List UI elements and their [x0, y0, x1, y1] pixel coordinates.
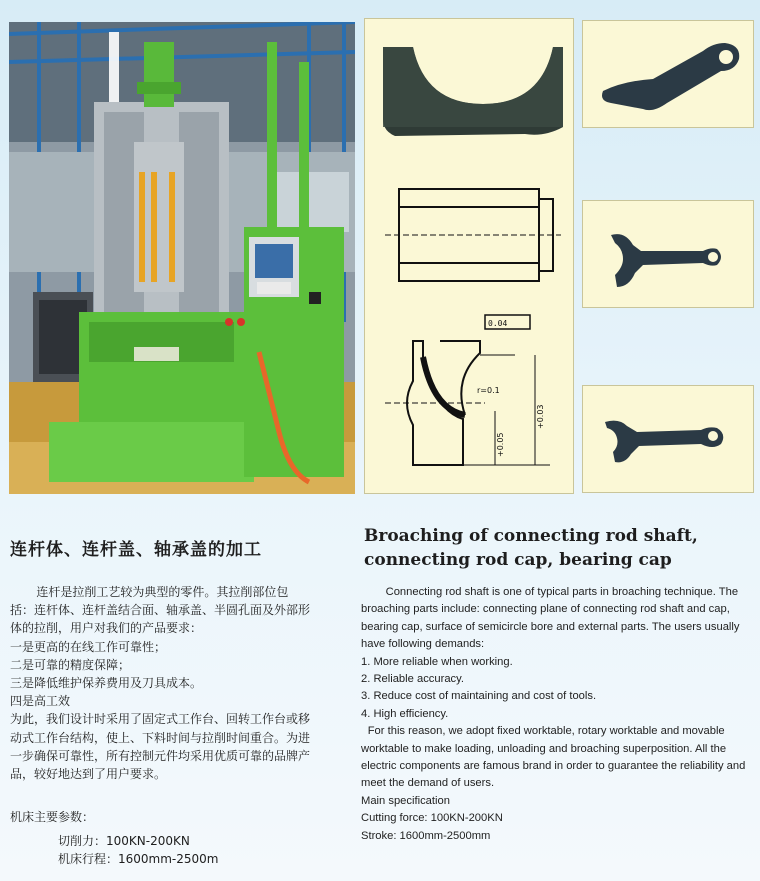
technical-drawing-panel	[364, 18, 574, 494]
flatness-tolerance-label: 0.04	[488, 319, 508, 328]
broaching-machine-illustration	[9, 22, 355, 494]
en-demand-item: 4. High efficiency.	[361, 707, 449, 720]
en-spec-item: Stroke: 1600mm-2500mm	[361, 829, 491, 842]
bearing-cap-drawings	[365, 19, 573, 493]
en-solution-paragraph: For this reason, we adopt fixed worktable, rotary worktable and movable worktable to make loading, unloading and broaching superposition. All the electric components are famous brand in order to guarantee the reliability and meet the demand of users.	[361, 725, 746, 790]
cross-section-drawing	[385, 315, 550, 465]
en-demand-item: 1. More reliable when working.	[361, 655, 513, 668]
cn-section-title: 连杆体、连杆盖、轴承盖的加工	[10, 540, 262, 560]
machine-photo	[9, 22, 355, 494]
en-intro-paragraph: Connecting rod shaft is one of typical parts in broaching technique. The broaching parts include: connecting plane of connecting rod shaft and cap, bearing cap, surface of semicircle bore and external parts. The users usually have following demands:	[361, 586, 740, 651]
en-demand-item: 3. Reduce cost of maintaining and cost of tools.	[361, 690, 597, 703]
en-spec-item: Cutting force: 100KN-200KN	[361, 812, 503, 825]
en-section-title	[364, 524, 754, 572]
cn-paragraph: 为此，我们设计时采用了固定式工作台、回转工作台或移动式工作台结构，使上、下料时间与拉削时间重合。为进一步确保可靠性，所有控制元件均采用优质可靠的品牌产品，较好地达到了用户要求。	[10, 712, 311, 782]
en-description	[361, 584, 753, 845]
en-demand-item: 2. Reliable accuracy.	[361, 673, 465, 686]
cn-specification	[10, 808, 310, 868]
cn-paragraph: 连杆是拉削工艺较为典型的零件。其拉削部位包括：连杆体、连杆盖结合面、轴承盖、半圆孔面及外部形体的拉削，用户对我们的产品要求：	[10, 585, 311, 636]
dimension-label-2: +0.03	[536, 404, 545, 429]
connecting-rod-photo-1	[582, 20, 754, 128]
connecting-rod-icon	[583, 21, 753, 127]
connecting-rod-photo-3	[582, 385, 754, 493]
radius-label: r=0.1	[477, 386, 500, 395]
connecting-rod-icon	[583, 201, 753, 307]
connecting-rod-icon	[583, 386, 753, 492]
cn-demand-item: 三是降低维护保养费用及刀具成本。	[10, 676, 203, 691]
cn-spec-item: 切削力：100KN-200KN	[58, 834, 190, 848]
cn-demand-item: 四是高工效	[10, 694, 71, 709]
en-title-line-1: Broaching of connecting rod shaft,	[364, 526, 698, 546]
cn-spec-item: 机床行程：1600mm-2500m	[58, 852, 219, 866]
side-view-drawing	[385, 189, 561, 281]
connecting-rod-photo-2	[582, 200, 754, 308]
cn-description	[10, 583, 310, 783]
en-title-line-2: connecting rod cap, bearing cap	[364, 550, 672, 570]
cn-demand-item: 一是更高的在线工作可靠性；	[10, 639, 167, 654]
dimension-label-1: +0.05	[496, 432, 505, 457]
cn-demand-item: 二是可靠的精度保障；	[10, 657, 131, 672]
en-spec-title: Main specification	[361, 794, 450, 807]
cn-spec-title: 机床主要参数：	[10, 810, 95, 824]
